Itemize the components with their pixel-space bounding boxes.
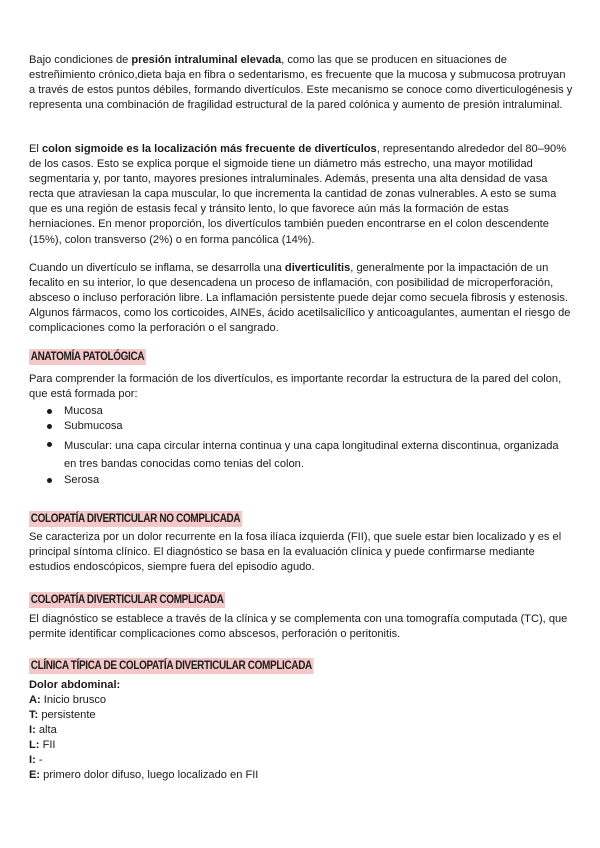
list-item: [29, 708, 574, 723]
list-item-text: Submucosa: [64, 420, 123, 433]
mnemonic-letter: T:: [29, 709, 39, 721]
mnemonic-letter: E:: [29, 769, 41, 781]
list-item: [29, 738, 574, 753]
mnemonic-letter: I:: [29, 754, 36, 766]
list-item-text: Serosa: [64, 474, 100, 487]
bullet-icon: [47, 424, 52, 429]
heading-colopatia-no-complicada: COLOPATÍA DIVERTICULAR NO COMPLICADA: [30, 512, 241, 525]
list-item: [29, 404, 574, 419]
list-item-text: Muscular: una capa circular interna continua y una capa longitudinal externa discontinua, organizada en tres bandas conocidas como tenias del colon.: [64, 440, 559, 471]
mnemonic-text: Inicio brusco: [40, 694, 107, 706]
list-item-text: Mucosa: [64, 405, 103, 417]
list-item: [29, 473, 574, 488]
mnemonic-text: primero dolor difuso, luego localizado en FII: [40, 769, 259, 781]
list-item: [29, 434, 574, 473]
text: Bajo condiciones de: [29, 54, 132, 66]
list-item: [29, 723, 574, 738]
mnemonic-text: -: [35, 754, 43, 766]
bold-text: colon sigmoide es la localización más frecuente de divertículos: [41, 143, 377, 155]
list-item: [29, 753, 574, 768]
list-item: [29, 768, 574, 783]
text: El: [29, 143, 42, 155]
text: Cuando un divertículo se inflama, se desarrolla una: [29, 262, 285, 274]
list-item: [29, 419, 574, 434]
text: , como las que se producen en situaciones de estreñimiento crónico,dieta baja en fibra o sedentarismo, es frecuente que la mucosa y submucosa protruyan a través de estos puntos débiles, formando divertículos. Este mecanismo se conoce como diverticulogénesis y representa una combinación de fragilidad estructural de la pared colónica y aumento de presión intraluminal.: [29, 54, 573, 112]
bullet-icon: [47, 409, 52, 414]
text: , representando alrededor del 80–90% de los casos. Esto se explica porque el sigmoide tiene un diámetro más estrecho, una mayor motilidad segmentaria y, por tanto, mayores presiones intraluminales. Además, presenta una alta densidad de vasa recta que atraviesan la capa muscular, lo que incrementa la cantidad de zonas vulnerables. A esto se suma que es una región de estasis fecal y tránsito lento, lo que favorece aún más la formación de estas herniaciones. En menor proporción, los divertículos también pueden encontrarse en el colon descendente (15%), colon transverso (2%) o en forma pancólica (14%).: [29, 143, 567, 246]
heading-colopatia-complicada: COLOPATÍA DIVERTICULAR COMPLICADA: [30, 593, 224, 606]
bullet-icon: [47, 442, 52, 447]
list-item: [29, 693, 574, 708]
bullet-icon: [47, 478, 52, 483]
mnemonic-letter: A:: [29, 694, 41, 706]
paragraph-anatomia-intro: Para comprender la formación de los divertículos, es importante recordar la estructura de la pared del colon, que está formada por:: [29, 373, 562, 401]
bold-text: diverticulitis: [284, 262, 351, 274]
paragraph-presion-intraluminal: [29, 53, 574, 113]
clinical-mnemonic-list: [29, 678, 574, 783]
heading-anatomia-patologica: ANATOMÍA PATOLÓGICA: [30, 350, 145, 363]
bold-text: presión intraluminal elevada: [131, 54, 282, 66]
heading-clinica-tipica: CLÍNICA TÍPICA DE COLOPATÍA DIVERTICULAR COMPLICADA: [30, 659, 312, 672]
mnemonic-letter: I:: [29, 724, 36, 736]
text: , generalmente por la impactación de un fecalito en su interior, lo que desencadena un proceso de inflamación, con posibilidad de microperforación, absceso o incluso perforación libre. La inflamación persistente puede dejar como secuela fibrosis y estenosis. Algunos fármacos, como los corticoides, AINEs, ácido acetilsalicílico y anticoagulantes, aumentan el riesgo de complicaciones como la perforación o el sangrado.: [29, 262, 571, 335]
mnemonic-letter: L:: [29, 739, 40, 751]
mnemonic-text: FII: [39, 739, 56, 751]
paragraph-colon-sigmoide: [29, 142, 574, 248]
paragraph-diverticulitis: [29, 261, 574, 336]
colon-wall-layer-list: [29, 404, 574, 488]
mnemonic-text: persistente: [38, 709, 96, 721]
mnemonic-text: alta: [35, 724, 57, 736]
paragraph-complicada: El diagnóstico se establece a través de la clínica y se complementa con una tomografía computada (TC), que permite identificar complicaciones como abscesos, perforación o peritonitis.: [29, 613, 568, 641]
paragraph-no-complicada: Se caracteriza por un dolor recurrente en la fosa ilíaca izquierda (FII), que suele estar bien localizado y es el principal síntoma clínico. El diagnóstico se basa en la evaluación clínica y puede confirmarse mediante estudios endoscópicos, siempre fuera del episodio agudo.: [29, 531, 562, 574]
subheading-dolor-abdominal: Dolor abdominal:: [29, 679, 121, 691]
